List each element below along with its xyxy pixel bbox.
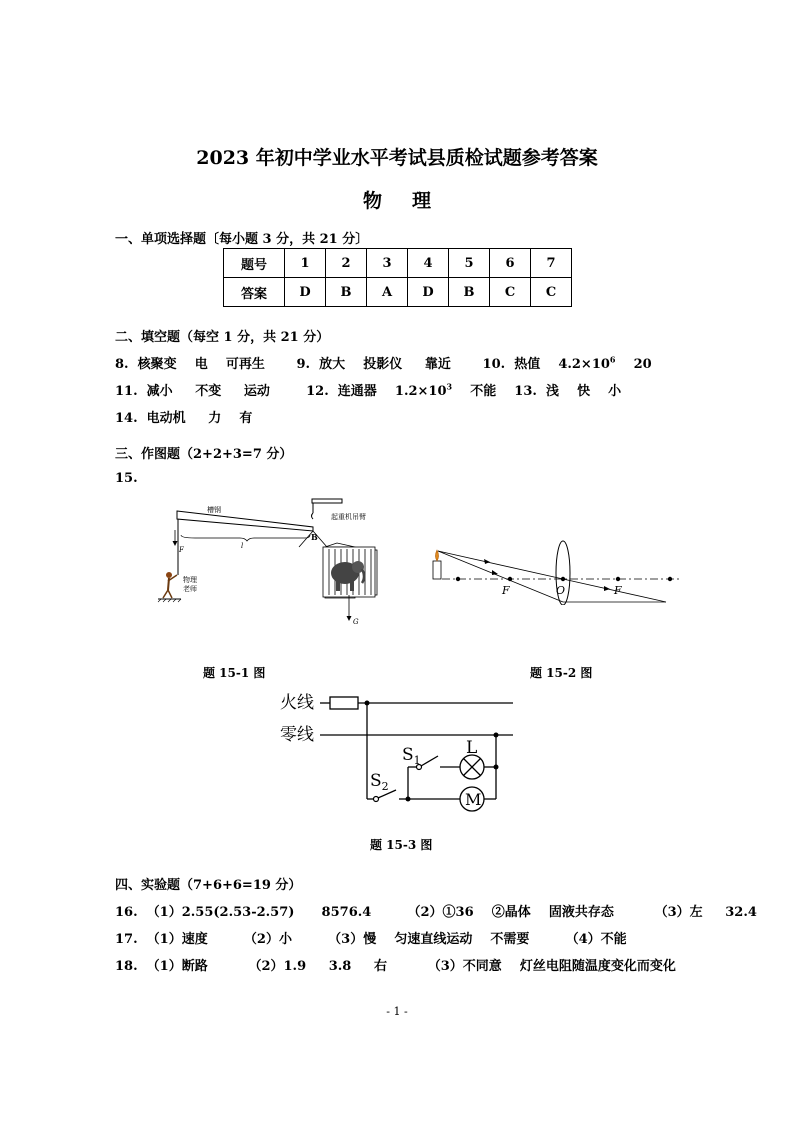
label-l: l [241, 542, 244, 550]
question-number: 1 [285, 249, 326, 278]
lever-arm-brace [181, 535, 310, 541]
section1-heading: 一、单项选择题〔每小题 3 分，共 21 分〕 [115, 232, 369, 247]
figure-15-1-caption: 题 15-1 图 [203, 666, 266, 680]
switch-s2 [374, 797, 379, 802]
candle [433, 561, 441, 579]
candle-flame [436, 550, 439, 561]
ray-through-focus [438, 551, 566, 602]
question-number: 7 [531, 249, 572, 278]
answer-cell: D [285, 278, 326, 307]
question-15-label: 15. [115, 471, 138, 486]
answer-cell: A [367, 278, 408, 307]
label-f-left: F [502, 584, 510, 597]
figure-15-3-caption: 题 15-3 图 [370, 838, 433, 852]
table-row [224, 278, 572, 307]
answer-16: 16. （1）2.55(2.53-2.57) 8576.4 （2）①36 ②晶体 固液共存态 （3）左 32.4 [115, 905, 757, 920]
label-neutral-wire: 零线 [280, 725, 314, 745]
fill-line-2 [115, 380, 621, 399]
junction [494, 765, 499, 770]
answer-cell: C [531, 278, 572, 307]
answer-cell: D [408, 278, 449, 307]
question-number: 2 [326, 249, 367, 278]
crane-arm [312, 499, 342, 503]
label-s2: $S_2$ [370, 771, 389, 793]
question-number: 3 [367, 249, 408, 278]
row-label: 题号 [224, 249, 285, 278]
fill-line-2-tail: 不能 13. 浅 快 小 [452, 384, 622, 399]
fuse [330, 697, 358, 709]
question-number: 6 [490, 249, 531, 278]
section2-heading: 二、填空题（每空 1 分，共 21 分） [115, 330, 330, 345]
ray-through-center [438, 551, 563, 579]
page-number: - 1 - [386, 1005, 408, 1018]
figure-15-2 [430, 535, 690, 605]
fill-line-3: 14. 电动机 力 有 [115, 411, 253, 426]
figure-15-3 [278, 684, 528, 824]
answer-cell: B [449, 278, 490, 307]
section4-heading: 四、实验题（7+6+6=19 分） [115, 878, 302, 893]
crane-hook [312, 513, 314, 519]
junction [494, 733, 499, 738]
fill-line-1-tail: 20 [615, 357, 652, 372]
exponent: 6 [609, 354, 616, 365]
answer-cell: C [490, 278, 531, 307]
label-rod: 槽钢 [207, 506, 221, 514]
answer-18: 18. （1）断路 （2）1.9 3.8 右 （3）不同意 灯丝电阻随温度变化而变化 [115, 959, 676, 974]
label-f-right: F [614, 584, 622, 597]
document-title: 2023 年初中学业水平考试县质检试题参考答案 [196, 147, 598, 169]
fill-line-2-text: 11. 减小 不变 运动 12. 连通器 1.2×10 [115, 384, 447, 399]
exponent: 3 [446, 381, 453, 392]
question-number: 5 [449, 249, 490, 278]
table-row [224, 249, 572, 278]
figure-15-2-caption: 题 15-2 图 [530, 666, 593, 680]
question-number: 4 [408, 249, 449, 278]
label-motor: M [465, 790, 482, 809]
steel-beam [177, 511, 313, 531]
answer-17: 17. （1）速度 （2）小 （3）慢 匀速直线运动 不需要 （4）不能 [115, 932, 627, 947]
label-f: F [179, 546, 184, 554]
answer-table [223, 248, 572, 307]
figure-15-1 [155, 495, 380, 635]
fill-line-1-text: 8. 核聚变 电 可再生 9. 放大 投影仪 靠近 10. 热值 4.2×10 [115, 357, 610, 372]
label-teacher-2: 老师 [183, 585, 197, 593]
label-g: G [353, 618, 359, 626]
teacher-head [166, 572, 172, 578]
axis-point [668, 577, 672, 581]
answer-cell: B [326, 278, 367, 307]
label-lamp: L [466, 738, 478, 758]
row-label: 答案 [224, 278, 285, 307]
label-teacher-1: 物理 [183, 576, 197, 584]
focal-point-right [616, 577, 620, 581]
force-f-arrow [173, 541, 178, 546]
label-o: O [556, 584, 566, 597]
section3-heading: 三、作图题（2+2+3=7 分） [115, 447, 293, 462]
axis-point [456, 577, 460, 581]
fill-line-1 [115, 353, 652, 372]
label-crane: 起重机吊臂 [331, 513, 366, 521]
subject-title: 物理 [362, 190, 461, 212]
label-live-wire: 火线 [280, 693, 314, 713]
label-s1: $S_1$ [402, 745, 421, 767]
label-b: B [311, 532, 318, 542]
